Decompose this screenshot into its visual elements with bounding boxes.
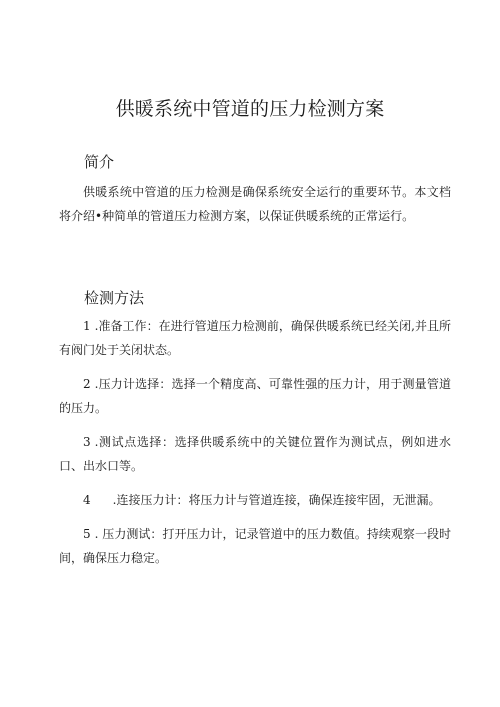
step-number: 4 [83, 493, 91, 507]
step-number: 5 [83, 527, 91, 541]
step-text: .准备工作：在进行管道压力检测前，确保供暖系统已经关闭,并且所有阀门处于关闭状态。 [59, 319, 451, 357]
method-step [59, 372, 451, 420]
intro-heading: 简介 [84, 153, 115, 171]
method-step [59, 488, 451, 512]
step-text: . 压力测试：打开压力计，记录管道中的压力数值。持续观察一段时间，确保压力稳定。 [59, 527, 451, 565]
step-number: 1 [83, 319, 91, 333]
method-step [59, 522, 451, 570]
method-steps-list [59, 314, 451, 580]
step-text: .压力计选择：选择一个精度高、可靠性强的压力计，用于测量管道的压力。 [59, 377, 451, 415]
method-heading: 检测方法 [84, 289, 145, 307]
method-step [59, 314, 451, 362]
step-text: .测试点选择：选择供暖系统中的关键位置作为测试点，例如进水口、出水口等。 [59, 435, 451, 473]
document-title: 供暖系统中管道的压力检测方案 [115, 98, 385, 120]
step-number: 3 [83, 435, 91, 449]
step-text: .连接压力计：将压力计与管道连接，确保连接牢固，无泄漏。 [112, 493, 441, 507]
method-step [59, 430, 451, 478]
step-number: 2 [83, 377, 91, 391]
intro-paragraph: 供暖系统中管道的压力检测是确保系统安全运行的重要环节。本文档将介绍•种简单的管道压力检测方案，以保证供暖系统的正常运行。 [59, 185, 451, 223]
